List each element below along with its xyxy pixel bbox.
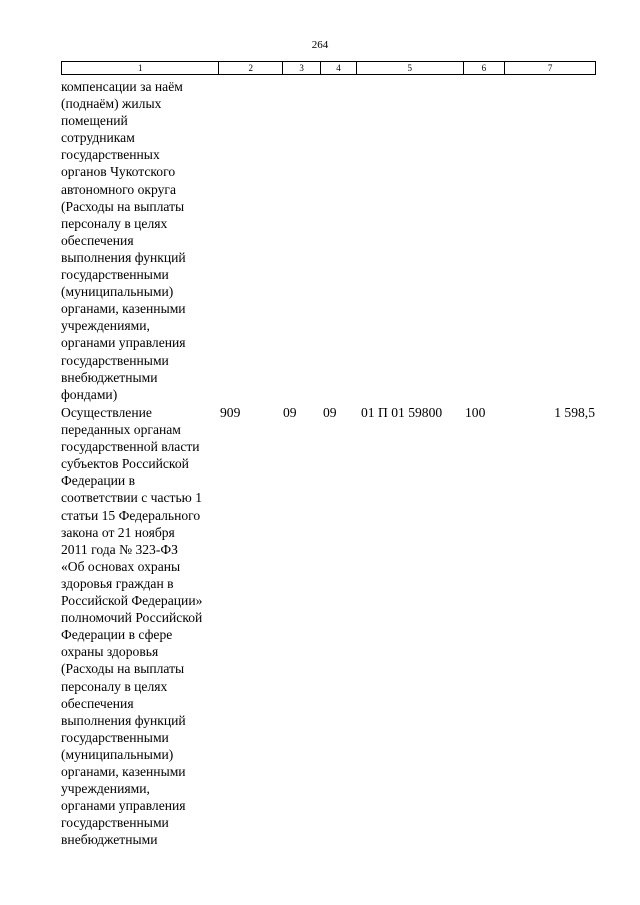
row-2-expense-type: 100 — [465, 405, 486, 420]
row-2-amount: 1 598,5 — [554, 405, 595, 420]
header-col-7: 7 — [547, 63, 553, 73]
header-col-1: 1 — [62, 62, 219, 74]
row-2-section: 09 — [283, 405, 297, 420]
row-2-subsection: 09 — [323, 405, 337, 420]
header-col-3: 3 — [283, 62, 321, 74]
row-2-target-article: 01 П 01 59800 — [361, 405, 443, 420]
row-2-ministry-code: 909 — [220, 405, 241, 420]
table-header-row — [61, 61, 596, 75]
row-2-description: Осуществление переданных органам государственной власти субъектов Российской Федерации в соответствии с частью 1 статьи 15 Федерального закона от 21 ноября 2011 года № 323-ФЗ «Об основах охраны здоровья граждан в Российской Федерации» полномочий Российской Федерации в сфере охраны здоровья (Расходы на выплаты персоналу в целях обеспечения выполнения функций государственными (муниципальными) органами, казенными учреждениями, органами управления государственными внебюджетными — [61, 405, 203, 848]
row-1-description: компенсации за наём (поднаём) жилых помещений сотрудникам государственных органов Чукотского автономного округа (Расходы на выплаты персоналу в целях обеспечения выполнения функций государственными (муниципальными) органами, казенными учреждениями, органами управления государственными внебюджетными фондами) — [61, 79, 186, 402]
page-number: 264 — [311, 39, 329, 51]
header-col-5: 5 — [357, 62, 464, 74]
header-col-6: 6 — [464, 62, 506, 74]
header-col-4: 4 — [321, 62, 357, 74]
header-col-2: 2 — [219, 62, 283, 74]
